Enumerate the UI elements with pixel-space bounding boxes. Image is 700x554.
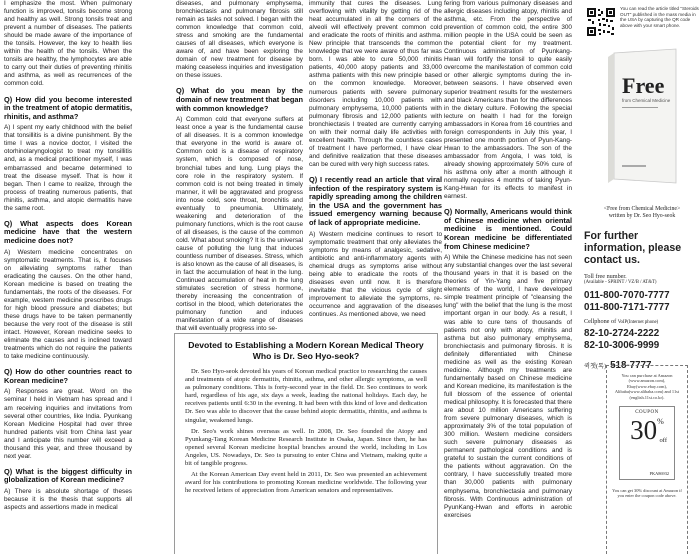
answer-paragraph: diseases, and pulmonary emphysema, bronchiectasis and pulmonary fibrosis still remain as tasks not solved. I began with the common knowledge that common cold, stress and smoking are the fundamental causes of all diseases, which everyone is aware of, and have been exploring the domain of new treatment for disease by making ceaseless inquiries and investigation on these issues. (176, 0, 303, 80)
book-caption-author: written by Dr. Seo Hyo-seok (608, 213, 676, 219)
phone-number-2[interactable]: 011-800-7171-7777 (584, 301, 670, 313)
kakao-label: 퀵챗(톡) (584, 363, 607, 371)
answer-paragraph: A) There is absolute shortage of theses because it is the thesis that supports all aspects and assertions made in medical (4, 488, 132, 512)
cellphone-label-row (584, 318, 700, 326)
profile-paragraph: Dr. Seo's work shines overseas as well. In 2008, Dr. Seo founded the Atopy and Pyunkang-Tang Korean Medicine Research Institute in Osaka, Japan. Since then, he has opened several Korean medicine hospital branches around the world, including in Los Angeles, US. Nowadays, Dr. Seo is pursuing to enter China and Vietnam, making quite a bit of tangible progress. (185, 427, 427, 468)
question-heading: Q) What do you mean by the domain of new treatment that began with common knowledge? (176, 86, 303, 113)
answer-paragraph: A) Common cold that everyone suffers at least once a year is the fundamental cause of all diseases. It is a common knowledge that everyone in the world is aware of. Common cold is a disease of respiratory system, which is composed of nose, bronchial tubes and lung. Lung plays the core role in the respiratory system. If common cold is not being treated in timely manner, it will be aggravated and progress into nose cold, sore throat, bronchitis and eventually to pneumonia. Ultimately, weakening and deterioration of the pulmonary functions, which is the root cause of all diseases, is the cause of the common cold. What about smoking? It is the universal cause of polluting the lung that induces countless number of diseases. Stress, which is also known as the cause of all diseases, is in fact the accumulation of heat in the lung. Continued accumulation of heat in the lung stimulates secretion of stress hormone, thereby increasing the concentration of cortisol in the blood, which deteriorates the pulmonary function and induces manifestation of a wide range of diseases that will eventually progress into se- (176, 116, 303, 333)
article-column-2 (176, 0, 303, 333)
coupon-label: COUPON (635, 410, 659, 416)
toll-free-label: Toll free number. (584, 273, 627, 280)
purchase-info: You can purchase at Amazon (www.amazon.com), Ebay(www.ebay.com), Alibaba(www.alibaba.com) and 11st (english.11st.co.kr). (614, 373, 680, 400)
answer-paragraph: fering from various pulmonary diseases and allergic diseases including atopy, rhinitis and asthma, etc. From the perspective of prevention of common cold, the entire 300 million people in the USA could be seen as the potential client for my treatment. Continuous administration of Pyunkang-Hwan will fortify the tonsil to quite easily overcome the manifestation of common cold or other allergic symptoms during the in-between seasons. I have observed even superior treatment results for the westerners and black Americans than for the differences in the dietary culture. Following the special lecture on health I had for the foreign ambassadors in Korea from 16 countries and foreign correspondents in July this year, I presented one month portion of Pyun-Kang-Hwan to the ambassadors. The son of the ambassador from Angola, I was told, is already showing approximately 50% cure of his asthma only after a month although it normally requires 4 months of taking Pyun-Kang-Hwan for its effects to manifest in earnest. (444, 0, 572, 201)
answer-paragraph: A) While the Chinese medicine has not seen any substantial changes over the last several thousand years in that it is based on the theories of Yin-Yang and five primary elements of the world, I have developed simple treatment principle of "cleansing the lung" with the belief that the lung is the most important organ in our body. As a result, I was able to cure tens of thousands of patients not only with atopy, rhinitis and asthma but also pulmonary emphysema, bronchiectasis and pulmonary fibrosis. It is definitely differentiated with Chinese medicine as well as the existing Korean medicine. Although my treatments are fundamentally based on Chinese medicine and Korean medicine, its manifestation is the full blossom of the essence of oriental medical philosophy. It is forecasted that there are about 10 million Americans suffering from severe pulmonary diseases, which is approximately 3% of the total population of 300 million. Western medicine considers such severe pulmonary diseases as permanent pathological conditions and is grateful to sustain the current conditions of the patients without aggravation. On the contrary, I have successfully treated more than 30,000 patients with pulmonary emphysema, bronchiectasia and pulmonary fibrosis. With Continuous administration of PyunKang-Hwan and efforts in aerobic exercises (444, 254, 572, 519)
book-subtitle: from Chemical Medicine (622, 98, 671, 103)
question-heading: Q) How do other countries react to Korean medicine? (4, 367, 132, 385)
coupon-ad (606, 365, 688, 554)
coupon-card[interactable] (619, 406, 675, 480)
book-caption-title: <Free from Chemical Medicine> (603, 206, 681, 212)
cellphone-sub: VoIP(Internet phone) (617, 320, 659, 326)
book-title: Free (622, 73, 665, 98)
question-heading: Q) What is the biggest difficulty in globalization of Korean medicine? (4, 466, 132, 485)
answer-paragraph: A) I spent my early childhood with the belief that tonsillitis is a divine punishment. By the time I was a novice doctor, I visited the otorhinolaryngologist to treat my tonsillitis and, as a medical practitioner myself, I was embarrassed and became determined to treat the disease myself. That is how it began. Then I came to realize, through the process of treating numerous patients, that rhinitis, asthma, and atopic dermatitis have the same root. (4, 124, 132, 212)
kakao-number[interactable]: 518-7777 (610, 360, 652, 372)
phone-number-1[interactable]: 011-800-7070-7777 (584, 290, 670, 302)
answer-paragraph: A) Western medicine continues to resort to symptomatic treatment that only alleviates the symptoms by means of analgesic, sedative, antibiotic and anti-inflammatory agents with chemical drugs as symptoms arise without being able to eradicate the roots of the diseases even until now. It is therefore inevitable that the vicious cycle of slight improvement to alleviate the symptoms, re-occurrence and aggravation of the diseases continues. As mentioned above, we need (309, 230, 442, 319)
profile-box-body (185, 368, 427, 495)
coupon-off: off (659, 437, 667, 445)
contact-block (584, 230, 700, 373)
question-heading: Q) What aspects does Korean medicine have that the western medicine does not? (4, 218, 132, 245)
question-heading: Q) Normally, Americans would think of Chinese medicine when oriental medicine is mentioned. Could Korean medicine be differentiated from Chinese medicine? (444, 207, 572, 251)
article-column-4 (444, 0, 572, 553)
profile-box-title: Devoted to Establishing a Modern Korean Medical Theory Who is Dr. Seo Hyo-seok? (188, 340, 424, 361)
coupon-note: You can get 30% discount at Amazon if you enter the coupon code above. (612, 488, 682, 499)
book-caption (584, 206, 700, 220)
qr-instruction: You can read the article titled "Steroids OUT" published in the mass media in the USA by capturing the QR code above with your smart phone. (620, 6, 699, 28)
profile-box (174, 333, 438, 554)
contact-heading: For further information, please contact us. (584, 230, 682, 266)
question-heading: Q) I recently read an article that viral infection of the respiratory system is rapidly spreading among the children in the USA and the government has issued emergency warning because of lack of appropriate medicine. (309, 174, 442, 227)
qr-code-icon[interactable] (586, 7, 616, 37)
article-column-1 (4, 0, 132, 553)
cellphone-label: Cellphone of (584, 318, 617, 326)
coupon-code: PKA86932 (649, 471, 669, 477)
answer-paragraph: A) Responses are great. Word on the seminar I held in Vietnam has spread and I am receiving inquiries and invitations from several other countries, like India. Pyunkang Korean Medicine Hospital had over three hundred patients visit from China last year and I anticipate this number will exceed a thousand this year, and three thousand by next year. (4, 388, 132, 460)
book-cover-image[interactable] (604, 47, 682, 187)
answer-paragraph: A) Western medicine concentrates on symptomatic treatments. That is, it focuses on alleviating symptoms rather than eradicating the causes. On the other hand, Korean medicine is based on treating the fundamentals, the roots of the diseases. For example, western medicine prescribes drugs for high blood pressure and diabetes; but these drugs have to be taken permanently because the very root of the disease is still intact. However, Korean medicine seeks to eliminate the causes and is inclined toward treatments which do not require the patients to take medicine continuously. (4, 248, 132, 361)
cell-number-1[interactable]: 82-10-2724-2222 (584, 328, 660, 340)
cell-number-2[interactable]: 82-10-3006-9999 (584, 339, 660, 351)
coupon-number: 30 (630, 415, 658, 446)
answer-paragraph: I emphasize the most. When pulmonary function is improved, tonsils become strong and healthy as well. Strong tonsils treat and prevent a number of diseases. The patients should be made aware of the importance of the tonsils. However, the key to health lies within the health of the tonsils. When the tonsils are healthy, the lymphocytes are able to carry out their duties of preventing rhinitis and asthma, as well as recurrences of the common cold. (4, 0, 132, 88)
question-heading: Q) How did you become interested in the treatment of atopic dermatitis, rhinitis, and asthma? (4, 94, 132, 121)
answer-paragraph: immunity that cures the diseases. Lung overflowing with vitality by getting rid of the heat accumulated in all the corners of the alveoli will effectively prevent common cold and eradicate the roots of rhinitis and asthma. New principle that transcends the common knowledge that we were aware of thus far was born. I was able to cure 50,000 rhinitis patients, 40,000 atopy patients and 33,000 asthma patients with this new principle based on the common knowledge. Moreover, numerous patients with severe pulmonary disorders including 10,000 patients with pulmonary emphysema, 10,000 patients with pulmonary fibrosis and 12,000 patients with bronchiectasis I treated are currently carrying on with their normal daily life activities with excellent health. Through the countless cases of treatment I have performed, I have clear and definitive realization that these diseases can be cured with very high success rates. (309, 0, 442, 168)
toll-free-carriers: (Available - SPRINT / VZ/B / AT&T) (584, 280, 657, 286)
profile-paragraph: At the Korean American Day event held in 2011, Dr. Seo was presented an achievement award for his contributions to promoting Korean medicine worldwide. The following year he received letters of appreciation from American senators and representatives. (185, 471, 427, 495)
article-column-3 (309, 0, 442, 318)
profile-paragraph: Dr. Seo Hyo-seok devoted his years of Korean medical practice to researching the causes and treatments of atopic dermatitis, rhinitis, asthma, and other allergic symptoms, as well as pulmonary conditions. This is forty-second year in the field. Dr. Seo continues to work hard, regardless of his age, six days a week, leading the national holidays. Each day, he receives patients until 6:30 in the evening. It had been with this kind of love and dedication Dr. Seo was able to discover that the cause behind atopic dermatitis, rhinitis, and asthma is singular, weakened lungs. (185, 368, 427, 424)
coupon-percent: % (657, 417, 664, 427)
